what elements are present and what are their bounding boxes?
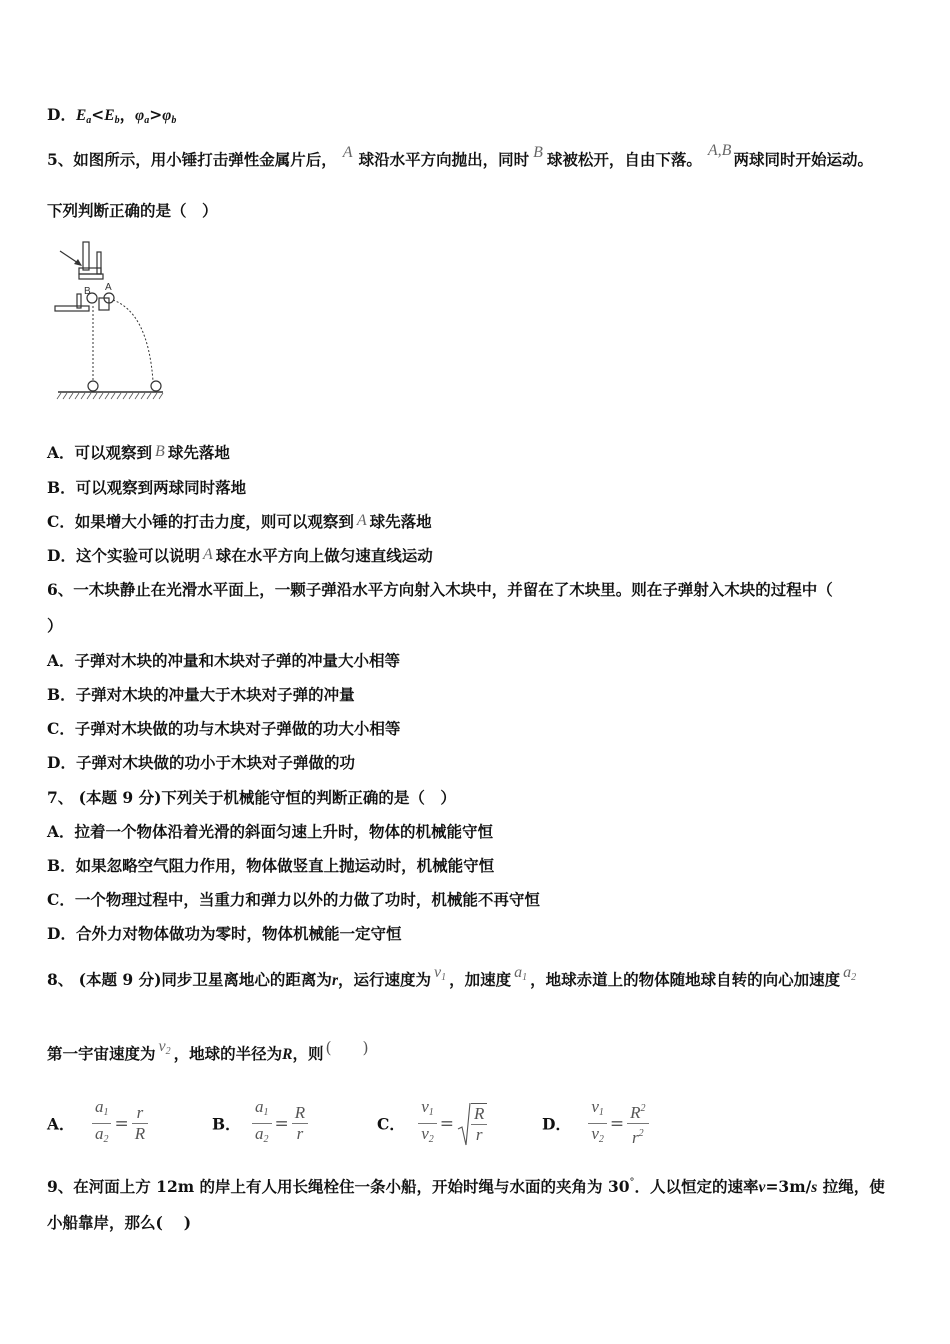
q8-stem-line2: 第一宇宙速度为 $v_2$ ，地球的半径为R，则 ( ) bbox=[47, 1038, 369, 1063]
q6-option-c[interactable]: C．子弹对木块做的功与木块对子弹做的功大小相等 bbox=[47, 719, 401, 738]
ground-hatching bbox=[57, 393, 163, 399]
q7-stem: 7、 (本题 9 分)下列关于机械能守恒的判断正确的是（ ） bbox=[47, 788, 456, 807]
hammer-handle bbox=[83, 242, 89, 270]
q8-option-d[interactable]: D． $\frac{v_1}{v_2}$ = $\frac{R^2}{r^2}$ bbox=[542, 1097, 649, 1150]
label-a: A bbox=[105, 282, 112, 293]
q6-option-b[interactable]: B．子弹对木块的冲量大于木块对子弹的冲量 bbox=[47, 685, 355, 704]
q5-option-b[interactable]: B．可以观察到两球同时落地 bbox=[47, 478, 247, 497]
q4-option-d[interactable]: D．$E_a<E_b$，$\varphi_a>\varphi_b$ bbox=[47, 105, 177, 126]
q8-option-c[interactable]: C． $\frac{v_1}{v_2}$ = $\frac{R}{r}$ bbox=[377, 1097, 487, 1150]
q9-stem-line2: 小船靠岸，那么( ) bbox=[47, 1213, 192, 1232]
q8-option-a[interactable]: A． $\frac{a_1}{a_2}$ = $\frac{r}{R}$ bbox=[47, 1097, 148, 1150]
parabolic-path bbox=[113, 300, 153, 381]
ball-a-ground bbox=[151, 381, 161, 391]
q5-option-a[interactable]: A．可以观察到 B 球先落地 bbox=[47, 443, 230, 462]
q5-option-d[interactable]: D．这个实验可以说明 A 球在水平方向上做匀速直线运动 bbox=[47, 546, 433, 565]
q5-option-c[interactable]: C．如果增大小锤的打击力度，则可以观察到 A 球先落地 bbox=[47, 512, 432, 531]
projectile-apparatus-figure bbox=[53, 238, 168, 403]
hammer-head bbox=[79, 268, 101, 274]
q7-option-b[interactable]: B．如果忽略空气阻力作用，物体做竖直上抛运动时，机械能守恒 bbox=[47, 856, 495, 875]
q6-option-a[interactable]: A．子弹对木块的冲量和木块对子弹的冲量大小相等 bbox=[47, 651, 401, 670]
platform-left bbox=[55, 306, 89, 311]
q9-stem-line1: 9、在河面上方 12m 的岸上有人用长绳栓住一条小船，开始时绳与水面的夹角为 30°．人以恒定的速率v=3m/s 拉绳，使 bbox=[47, 1177, 885, 1196]
q8-stem-line1: 8、 (本题 9 分)同步卫星离地心的距离为r，运行速度为 $v_1$ ，加速度 $a_1$ ，地球赤道上的物体随地球自转的向心加速度 $a_2$ bbox=[47, 964, 857, 989]
arrow-head-icon bbox=[74, 259, 82, 266]
q5-stem-line1: 5、如图所示，用小锤打击弹性金属片后， A 球沿水平方向抛出，同时 B 球被松开，自由下落。 A,B 两球同时开始运动。 bbox=[47, 142, 873, 169]
label-b: B bbox=[84, 286, 91, 297]
q6-stem-line1: 6、一木块静止在光滑水平面上，一颗子弹沿水平方向射入木块中，并留在了木块里。则在子弹射入木块的过程中（ bbox=[47, 580, 833, 599]
apparatus-diagram bbox=[53, 238, 168, 403]
q5-stem-line2: 下列判断正确的是（ ） bbox=[47, 201, 218, 220]
sqrt-symbol: $\frac{R}{r}$ bbox=[457, 1101, 487, 1147]
q8-option-b[interactable]: B． $\frac{a_1}{a_2}$ = $\frac{R}{r}$ bbox=[212, 1097, 308, 1150]
stand-top bbox=[79, 274, 103, 279]
q6-stem-line2: ） bbox=[47, 616, 63, 635]
q7-option-d[interactable]: D．合外力对物体做功为零时，物体机械能一定守恒 bbox=[47, 924, 402, 943]
q6-option-d[interactable]: D．子弹对木块做的功小于木块对子弹做的功 bbox=[47, 753, 355, 772]
q7-option-a[interactable]: A．拉着一个物体沿着光滑的斜面匀速上升时，物体的机械能守恒 bbox=[47, 822, 494, 841]
ball-b-ground bbox=[88, 381, 98, 391]
q7-option-c[interactable]: C．一个物理过程中，当重力和弹力以外的力做了功时，机械能不再守恒 bbox=[47, 890, 540, 909]
